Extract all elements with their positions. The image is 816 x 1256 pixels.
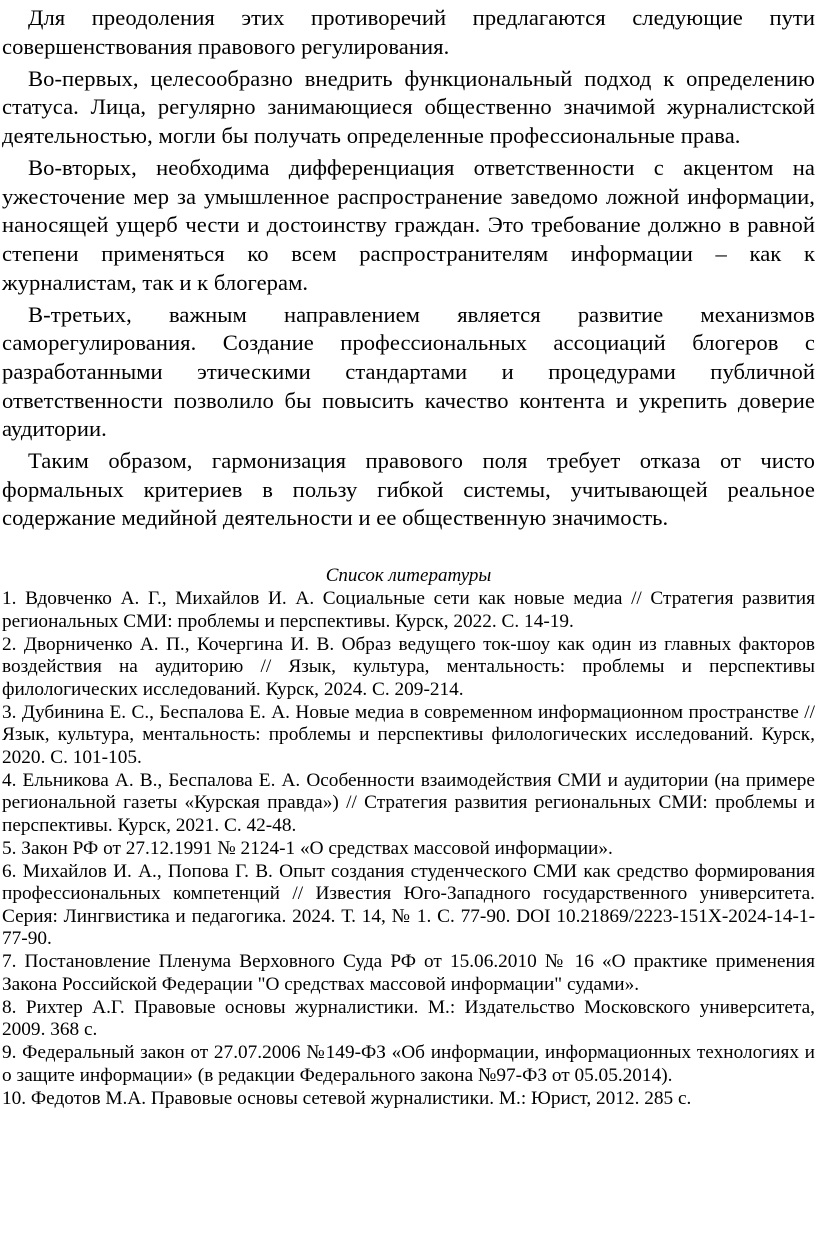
reference-item: 2. Дворниченко А. П., Кочергина И. В. Образ ведущего ток-шоу как один из главных факторов воздействия на аудиторию // Язык, культура, ментальность: проблемы и перспективы филологических исследований. Курск, 2024. С. 209-214. xyxy=(2,633,815,700)
reference-item: 10. Федотов М.А. Правовые основы сетевой журналистики. М.: Юрист, 2012. 285 с. xyxy=(2,1087,692,1109)
references-list xyxy=(2,588,815,1110)
reference-item: 3. Дубинина Е. С., Беспалова Е. А. Новые медиа в современном информационном пространстве // Язык, культура, ментальность: проблемы и перспективы филологических исследований. Курск, 2020. С. 101-105. xyxy=(2,701,815,768)
paragraph-third: В-третьих, важным направлением является развитие механизмов саморегулирования. Создание профессиональных ассоциаций блогеров с разработанными этическими стандартами и процедурами публичной ответственности позволило бы повысить качество контента и укрепить доверие аудитории. xyxy=(2,301,815,442)
reference-item: 5. Закон РФ от 27.12.1991 № 2124-1 «О средствах массовой информации». xyxy=(2,837,613,859)
reference-item: 9. Федеральный закон от 27.07.2006 №149-ФЗ «Об информации, информационных технологиях и о защите информации» (в редакции Федерального закона №97-ФЗ от 05.05.2014). xyxy=(2,1042,815,1086)
paragraph-conclusion: Таким образом, гармонизация правового поля требует отказа от чисто формальных критериев в пользу гибкой системы, учитывающей реальное содержание медийной деятельности и ее общественную значимость. xyxy=(2,448,815,531)
reference-item: 7. Постановление Пленума Верховного Суда РФ от 15.06.2010 № 16 «О практике применения Закона Российской Федерации "О средствах массовой информации" судами». xyxy=(2,951,815,995)
references-title: Список литературы xyxy=(325,565,492,587)
paragraph-intro: Для преодоления этих противоречий предлагаются следующие пути совершенствования правового регулирования. xyxy=(2,5,815,59)
reference-item: 8. Рихтер А.Г. Правовые основы журналистики. М.: Издательство Московского университета, 2009. 368 с. xyxy=(2,996,815,1041)
paragraph-first: Во-первых, целесообразно внедрить функциональный подход к определению статуса. Лица, регулярно занимающиеся общественно значимой журналистской деятельностью, могли бы получать определенные профессиональные права. xyxy=(2,65,815,148)
main-text xyxy=(2,4,815,533)
paragraph-second: Во-вторых, необходима дифференциация ответственности с акцентом на ужесточение мер за умышленное распространение заведомо ложной информации, наносящей ущерб чести и достоинству граждан. Это требование должно в равной степени применяться ко всем распространителям информации – как к журналистам, так и к блогерам. xyxy=(2,155,815,295)
reference-item: 4. Ельникова А. В., Беспалова Е. А. Особенности взаимодействия СМИ и аудитории (на примере региональной газеты «Курская правда») // Стратегия развития региональных СМИ: проблемы и перспективы. Курск, 2021. С. 42-48. xyxy=(2,769,815,836)
reference-item: 6. Михайлов И. А., Попова Г. В. Опыт создания студенческого СМИ как средство формирования профессиональных компетенций // Известия Юго-Западного государственного университета. Серия: Лингвистика и педагогика. 2024. Т. 14, № 1. С. 77-90. DOI 10.21869/2223-151X-2024-14-1-77-90. xyxy=(2,860,815,950)
reference-item: 1. Вдовченко А. Г., Михайлов И. А. Социальные сети как новые медиа // Стратегия развития региональных СМИ: проблемы и перспективы. Курск, 2022. С. 14-19. xyxy=(2,588,815,632)
document-page xyxy=(0,4,816,1256)
